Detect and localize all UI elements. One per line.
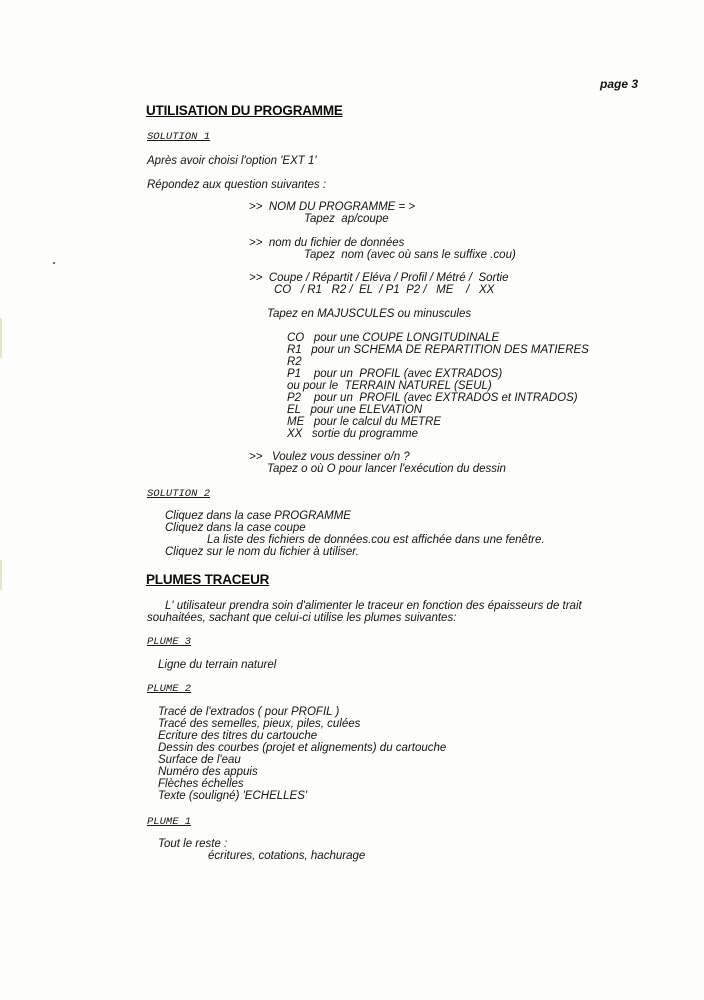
code-list-item: R1 pour un SCHEMA DE REPARTITION DES MATIERES (287, 344, 589, 356)
prompt-data-file: >> nom du fichier de données (249, 237, 405, 249)
code-list-item: P2 pour un PROFIL (avec EXTRADOS et INTRADOS) (287, 392, 578, 404)
prompt-answer: Tapez o où O pour lancer l'exécution du dessin (267, 463, 506, 475)
scan-edge-mark (0, 560, 2, 590)
instruction-line: La liste des fichiers de données.cou est affichée dans une fenêtre. (207, 534, 545, 546)
plume-item: Ligne du terrain naturel (158, 659, 277, 671)
intro-line: Après avoir choisi l'option 'EXT 1' (147, 155, 317, 167)
plume-item: Texte (souligné) 'ECHELLES' (158, 790, 308, 802)
plume-3-label: PLUME 3 (147, 636, 192, 648)
paragraph-line: souhaitées, sachant que celui-ci utilise les plumes suivantes: (147, 612, 457, 624)
plume-item: Tracé de l'extrados ( pour PROFIL ) (158, 706, 340, 718)
code-list-item: EL pour une ELEVATION (287, 404, 423, 416)
plume-item: Dessin des courbes (projet et alignements) du cartouche (158, 742, 447, 754)
prompt-draw: >> Voulez vous dessiner o/n ? (249, 451, 410, 463)
code-list-item: R2 (287, 356, 302, 368)
plume-item: Numéro des appuis (158, 766, 258, 778)
plume-item: Ecriture des titres du cartouche (158, 730, 318, 742)
instruction-line: Cliquez sur le nom du fichier à utiliser. (165, 546, 359, 558)
instruction-line: Cliquez dans la case PROGRAMME (165, 510, 351, 522)
plume-item: écritures, cotations, hachurage (208, 850, 366, 862)
prompt-menu-options: >> Coupe / Répartit / Eléva / Profil / Métré / Sortie (249, 272, 509, 284)
code-list-item: CO pour une COUPE LONGITUDINALE (287, 332, 500, 344)
scan-edge-mark (0, 318, 2, 358)
solution-1-label: SOLUTION 1 (147, 131, 211, 143)
code-list-item: P1 pour un PROFIL (avec EXTRADOS) (287, 368, 503, 380)
plume-item: Tout le reste : (158, 838, 228, 850)
prompt-program-name: >> NOM DU PROGRAMME = > (249, 201, 416, 213)
prompt-menu-codes: CO / R1 R2 / EL / P1 P2 / ME / XX (274, 284, 495, 296)
prompt-answer: Tapez nom (avec où sans le suffixe .cou) (304, 249, 516, 261)
intro-line: Répondez aux question suivantes : (147, 179, 327, 191)
solution-2-label: SOLUTION 2 (147, 488, 211, 500)
prompt-answer: Tapez ap/coupe (304, 213, 389, 225)
code-list-item: ou pour le TERRAIN NATUREL (SEUL) (287, 380, 492, 392)
section-title-plumes: PLUMES TRACEUR (146, 572, 270, 587)
page-number: page 3 (600, 77, 639, 91)
plume-1-label: PLUME 1 (147, 816, 192, 828)
plume-item: Flèches échelles (158, 778, 244, 790)
section-title-utilisation: UTILISATION DU PROGRAMME (146, 103, 343, 118)
case-note: Tapez en MAJUSCULES ou minuscules (267, 308, 472, 320)
scan-speck (53, 262, 55, 264)
code-list-item: XX sortie du programme (287, 428, 419, 440)
plume-2-label: PLUME 2 (147, 683, 192, 695)
plume-item: Surface de l'eau (158, 754, 241, 766)
plume-item: Tracé des semelles, pieux, piles, culées (158, 718, 361, 730)
code-list-item: ME pour le calcul du METRE (287, 416, 442, 428)
instruction-line: Cliquez dans la case coupe (165, 522, 306, 534)
paragraph-line: L' utilisateur prendra soin d'alimenter le traceur en fonction des épaisseurs de trait (165, 600, 582, 612)
